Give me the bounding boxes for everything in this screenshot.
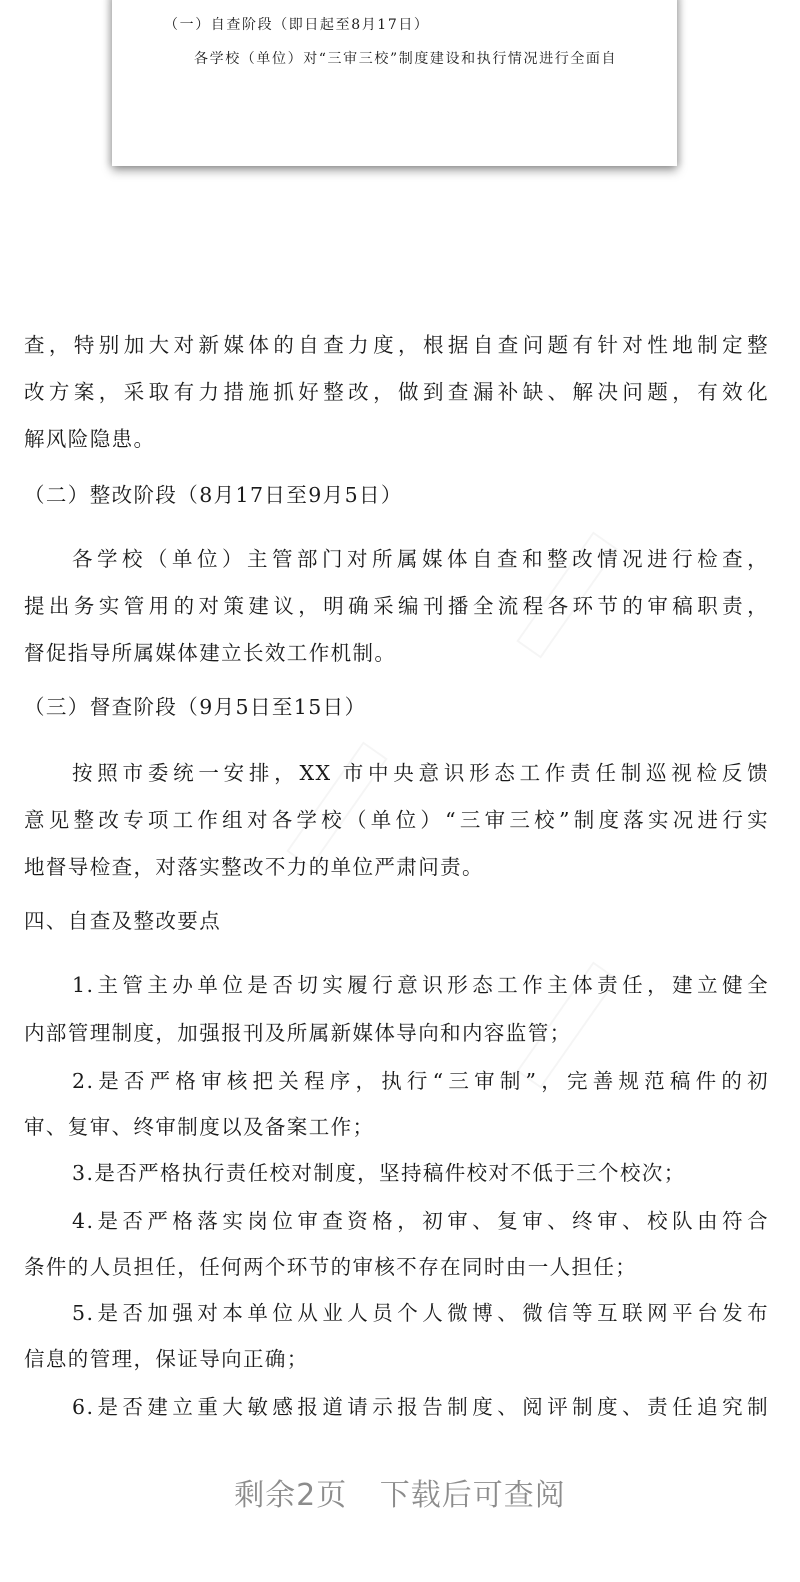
paragraph-line: 查，特别加大对新媒体的自查力度，根据自查问题有针对性地制定整 xyxy=(24,333,769,357)
paragraph-line: 提出务实管用的对策建议，明确采编刊播全流程各环节的审稿职责， xyxy=(24,594,769,618)
paragraph-line: 各学校（单位）主管部门对所属媒体自查和整改情况进行检查， xyxy=(72,547,769,571)
section-heading-4: 四、自查及整改要点 xyxy=(24,909,222,933)
list-item-line: 内部管理制度，加强报刊及所属新媒体导向和内容监管； xyxy=(24,1021,572,1045)
thumbnail-text-line: 各学校（单位）对“三审三校”制度建设和执行情况进行全面自 xyxy=(194,51,618,67)
list-item-line: 3.是否严格执行责任校对制度，坚持稿件校对不低于三个校次； xyxy=(72,1161,686,1185)
list-item-line: 6.是否建立重大敏感报道请示报告制度、阅评制度、责任追究制 xyxy=(72,1395,769,1419)
section-heading: （二）整改阶段（8月17日至9月5日） xyxy=(24,483,403,507)
paragraph-line: 按照市委统一安排，XX 市中央意识形态工作责任制巡视检反馈 xyxy=(72,761,769,785)
paragraph-line: 改方案，采取有力措施抓好整改，做到查漏补缺、解决问题，有效化 xyxy=(24,380,769,404)
list-item-line: 审、复审、终审制度以及备案工作； xyxy=(24,1115,375,1139)
thumbnail-heading: （一）自查阶段（即日起至8月17日） xyxy=(164,17,430,33)
list-item-line: 信息的管理，保证导向正确； xyxy=(24,1347,309,1371)
remaining-pages-download-prompt[interactable]: 剩余2页 下载后可查阅 xyxy=(234,1478,566,1513)
section-heading: （三）督查阶段（9月5日至15日） xyxy=(24,695,367,719)
paragraph-line: 解风险隐患。 xyxy=(24,427,156,451)
list-item-line: 4.是否严格落实岗位审查资格，初审、复审、终审、校队由符合 xyxy=(72,1209,769,1233)
paragraph-line: 地督导检查，对落实整改不力的单位严肃问责。 xyxy=(24,855,484,879)
list-item-line: 2.是否严格审核把关程序，执行“三审制”，完善规范稿件的初 xyxy=(72,1069,769,1093)
paragraph-line: 督促指导所属媒体建立长效工作机制。 xyxy=(24,641,397,665)
page-preview-thumbnail xyxy=(112,0,677,166)
list-item-line: 条件的人员担任，任何两个环节的审核不存在同时由一人担任； xyxy=(24,1255,638,1279)
list-item-line: 1.主管主办单位是否切实履行意识形态工作主体责任，建立健全 xyxy=(72,973,769,997)
list-item-line: 5.是否加强对本单位从业人员个人微博、微信等互联网平台发布 xyxy=(72,1301,769,1325)
paragraph-line: 意见整改专项工作组对各学校（单位）“三审三校”制度落实况进行实 xyxy=(24,808,769,832)
